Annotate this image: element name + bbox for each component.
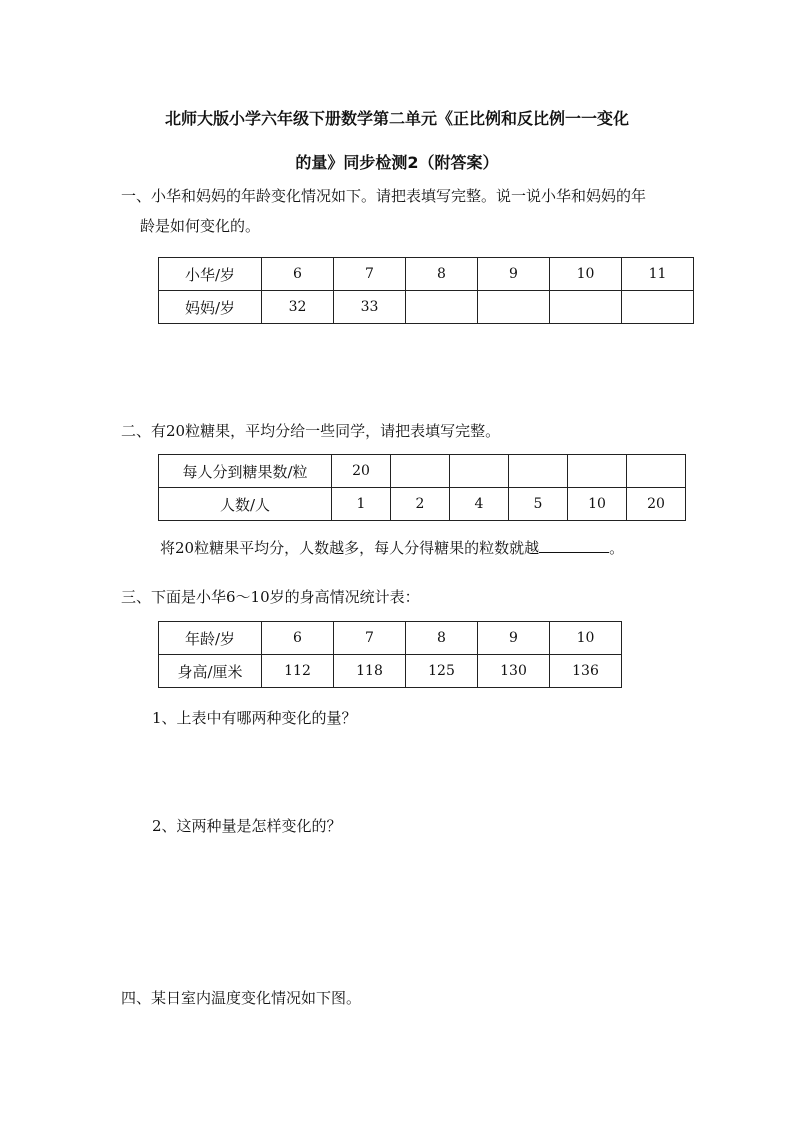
answer-cell[interactable] <box>450 455 509 488</box>
table-cell: 1 <box>332 488 391 521</box>
q2-fill-sentence <box>160 538 624 558</box>
table-cell: 6 <box>262 622 334 655</box>
table-cell: 125 <box>406 655 478 688</box>
table-cell: 4 <box>450 488 509 521</box>
table-cell: 9 <box>478 258 550 291</box>
page-title-line1: 北师大版小学六年级下册数学第二单元《正比例和反比例一一变化 <box>164 109 629 128</box>
table-cell: 136 <box>550 655 622 688</box>
q2-candy-table <box>158 454 686 521</box>
q3-height-table <box>158 621 622 688</box>
page-title-line2: 的量》同步检测2（附答案） <box>295 153 499 172</box>
answer-blank[interactable] <box>539 538 609 553</box>
answer-cell[interactable] <box>406 291 478 324</box>
table-cell: 6 <box>262 258 334 291</box>
answer-cell[interactable] <box>391 455 450 488</box>
table-cell: 20 <box>627 488 686 521</box>
table-cell: 33 <box>334 291 406 324</box>
table-row <box>159 455 686 488</box>
answer-cell[interactable] <box>478 291 550 324</box>
table-cell: 10 <box>550 622 622 655</box>
table-cell: 7 <box>334 258 406 291</box>
table-cell: 7 <box>334 622 406 655</box>
table-cell: 118 <box>334 655 406 688</box>
table-cell: 年龄/岁 <box>159 622 262 655</box>
table-cell: 身高/厘米 <box>159 655 262 688</box>
q3-sub2: 2、这两种量是怎样变化的？ <box>152 817 342 835</box>
table-cell: 8 <box>406 622 478 655</box>
table-cell: 130 <box>478 655 550 688</box>
table-cell: 20 <box>332 455 391 488</box>
table-row <box>159 291 694 324</box>
q2-text: 二、有20粒糖果，平均分给一些同学，请把表填写完整。 <box>121 422 501 440</box>
answer-cell[interactable] <box>627 455 686 488</box>
table-cell: 8 <box>406 258 478 291</box>
answer-cell[interactable] <box>568 455 627 488</box>
table-cell: 2 <box>391 488 450 521</box>
q3-sub1: 1、上表中有哪两种变化的量？ <box>152 709 357 727</box>
q1-text-line1: 一、小华和妈妈的年龄变化情况如下。请把表填写完整。说一说小华和妈妈的年 <box>121 187 647 205</box>
answer-cell[interactable] <box>550 291 622 324</box>
table-cell: 112 <box>262 655 334 688</box>
table-cell: 11 <box>622 258 694 291</box>
table-cell: 5 <box>509 488 568 521</box>
table-cell: 小华/岁 <box>159 258 262 291</box>
q2-fill-text: 将20粒糖果平均分，人数越多，每人分得糖果的粒数就越 <box>160 539 540 557</box>
table-cell: 10 <box>568 488 627 521</box>
table-row <box>159 622 622 655</box>
q1-age-table <box>158 257 694 324</box>
table-row <box>159 488 686 521</box>
q3-text: 三、下面是小华6～10岁的身高情况统计表： <box>121 588 420 606</box>
answer-cell[interactable] <box>622 291 694 324</box>
table-cell: 10 <box>550 258 622 291</box>
table-cell: 人数/人 <box>159 488 332 521</box>
table-row <box>159 258 694 291</box>
q2-fill-end: 。 <box>609 539 625 557</box>
q4-text: 四、某日室内温度变化情况如下图。 <box>121 989 362 1007</box>
table-cell: 每人分到糖果数/粒 <box>159 455 332 488</box>
table-cell: 32 <box>262 291 334 324</box>
table-cell: 妈妈/岁 <box>159 291 262 324</box>
q1-text-line2: 龄是如何变化的。 <box>140 217 261 235</box>
answer-cell[interactable] <box>509 455 568 488</box>
table-cell: 9 <box>478 622 550 655</box>
table-row <box>159 655 622 688</box>
